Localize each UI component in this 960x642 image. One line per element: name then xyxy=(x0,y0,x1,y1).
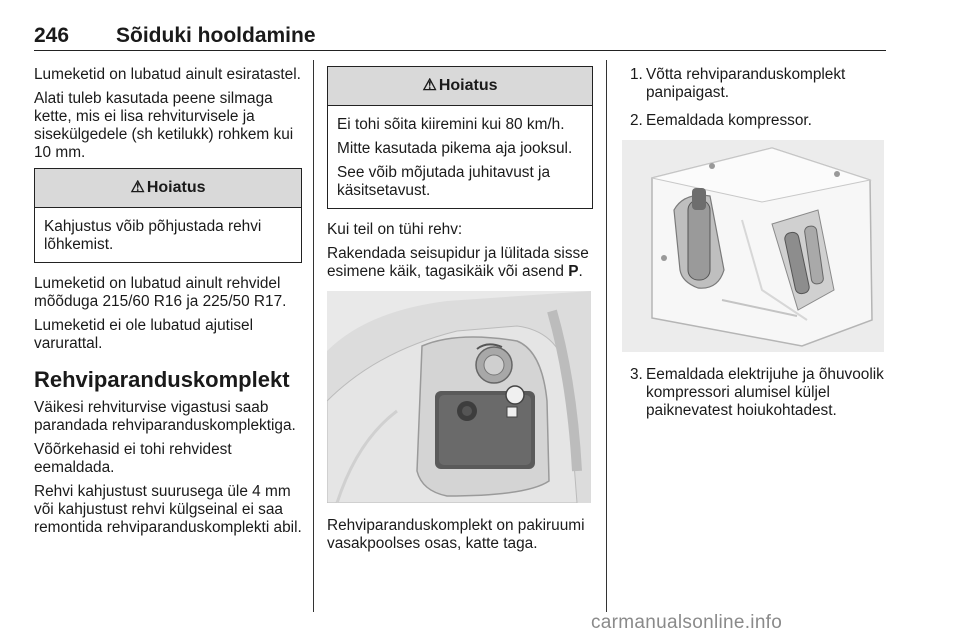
page-header xyxy=(34,24,886,51)
paragraph-text: Rakendada seisupidur ja lülitada sisse esimene käik, tagasikäik või asend xyxy=(327,245,589,280)
warning-text: Mitte kasutada pikema aja jooksul. xyxy=(337,140,573,157)
paragraph: Võõrkehasid ei tohi rehvidest eemaldada. xyxy=(34,441,232,476)
warning-box xyxy=(34,168,302,263)
warning-header xyxy=(328,67,592,106)
step-item xyxy=(620,66,892,102)
paragraph-text: . xyxy=(578,263,583,280)
trunk-compartment-illustration xyxy=(327,291,591,503)
warning-header xyxy=(35,169,301,208)
paragraph: Lumeketid on lubatud ainult esiratastel. xyxy=(34,66,301,83)
warning-icon: ⚠ xyxy=(130,179,145,196)
paragraph: Lumeketid on lubatud ainult rehvidel mõõduga 215/60 R16 ja 225/50 R17. xyxy=(34,275,287,310)
column-divider-1 xyxy=(313,60,314,612)
warning-text: Ei tohi sõita kiiremini kui 80 km/h. xyxy=(337,116,565,133)
step-text: Eemaldada kompressor. xyxy=(646,112,812,129)
warning-title: Hoiatus xyxy=(146,179,206,196)
paragraph: Kui teil on tühi rehv: xyxy=(327,221,463,238)
warning-text: Kahjustus võib põhjustada rehvi lõhkemist. xyxy=(44,218,262,253)
step-number: 2. xyxy=(630,112,643,129)
step-list xyxy=(620,366,892,420)
warning-body xyxy=(328,106,592,208)
paragraph: Lumeketid ei ole lubatud ajutisel varurattal. xyxy=(34,317,254,352)
warning-title: Hoiatus xyxy=(438,77,498,94)
gear-position-p: P xyxy=(568,263,579,280)
column-1 xyxy=(34,66,302,543)
column-divider-2 xyxy=(606,60,607,612)
column-2 xyxy=(327,66,593,559)
paragraph: Väikesi rehviturvise vigastusi saab parandada rehviparanduskomplektiga. xyxy=(34,399,296,434)
step-text: Eemaldada elektrijuhe ja õhuvoolik kompressori alumisel küljel paiknevatest hoiukohtadest. xyxy=(646,366,884,419)
step-item xyxy=(620,112,892,130)
chapter-title: Sõiduki hooldamine xyxy=(116,24,316,47)
trunk-compartment-drawing xyxy=(327,291,591,503)
step-number: 1. xyxy=(630,66,643,83)
paragraph: Alati tuleb kasutada peene silmaga kette, mis ei lisa rehviturvisele ja sisekülgedele (sh ketilukk) rohkem kui 10 mm. xyxy=(34,90,294,161)
repair-kit-drawing xyxy=(622,140,884,352)
step-list xyxy=(620,66,892,130)
step-number: 3. xyxy=(630,366,643,383)
column-3 xyxy=(620,66,892,430)
page-number: 246 xyxy=(34,24,70,47)
step-text: Võtta rehviparanduskomplekt panipaigast. xyxy=(646,66,846,101)
repair-kit-illustration xyxy=(622,140,884,352)
paragraph xyxy=(327,245,593,281)
step-item xyxy=(620,366,892,420)
paragraph: Rehvi kahjustust suurusega üle 4 mm või kahjustust rehvi külgseinal ei saa remontida rehviparanduskomplekti abil. xyxy=(34,483,302,536)
section-title: Rehviparanduskomplekt xyxy=(34,367,290,392)
warning-icon: ⚠ xyxy=(422,77,437,94)
figure-caption: Rehviparanduskomplekt on pakiruumi vasakpoolses osas, katte taga. xyxy=(327,517,585,552)
warning-text: See võib mõjutada juhitavust ja käsitsetavust. xyxy=(337,164,551,199)
watermark: carmanualsonline.info xyxy=(591,612,783,633)
warning-box xyxy=(327,66,593,209)
